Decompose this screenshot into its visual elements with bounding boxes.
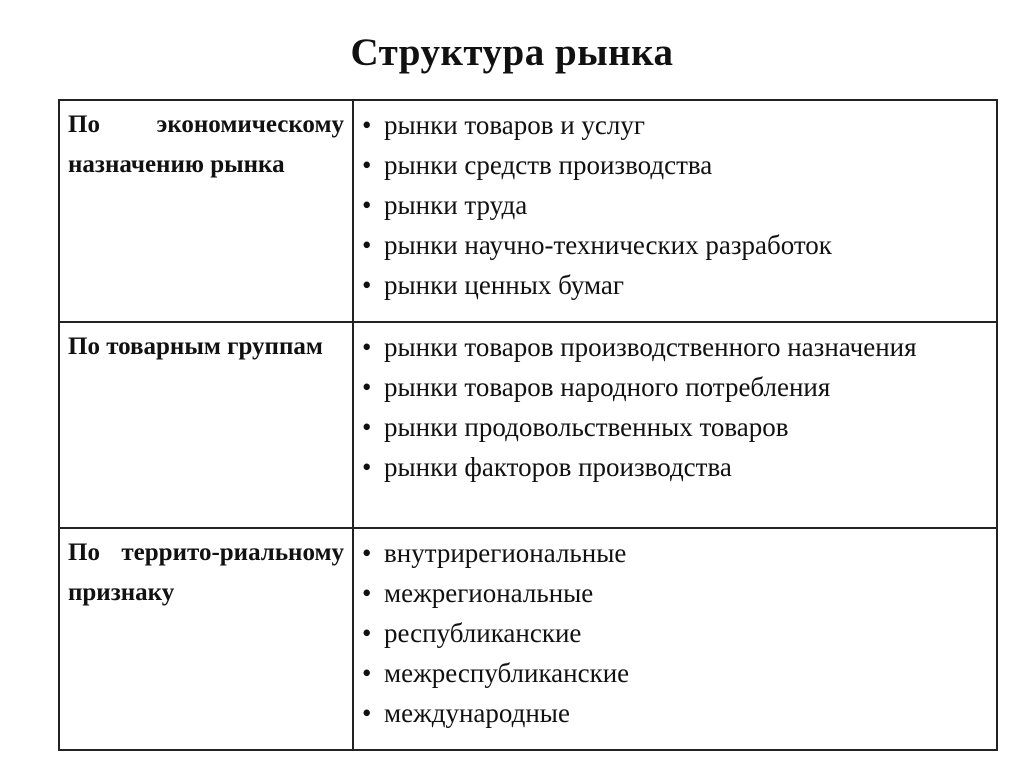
bullet-icon: • [362, 578, 372, 608]
list-item: • межрегиональные [362, 573, 988, 613]
list-item: • рынки научно-технических разработок [362, 225, 988, 265]
list-item: • рынки товаров производственного назначения [362, 327, 988, 367]
items-cell [353, 322, 997, 528]
bullet-icon: • [362, 270, 372, 300]
list-item: • рынки ценных бумаг [362, 265, 988, 305]
table-row [59, 322, 997, 528]
list-item: • межреспубликанские [362, 653, 988, 693]
table-row [59, 528, 997, 750]
category-cell: По товарным группам [59, 322, 353, 528]
list-item: • рынки труда [362, 185, 988, 225]
table-row [59, 100, 997, 322]
list-item: • рынки продовольственных товаров [362, 407, 988, 447]
market-structure-table [58, 99, 998, 751]
category-cell: По террито-риальному признаку [59, 528, 353, 750]
bullet-icon: • [362, 230, 372, 260]
list-item: • международные [362, 693, 988, 733]
bullet-icon: • [362, 332, 372, 362]
list-item: • внутрирегиональные [362, 533, 988, 573]
bullet-icon: • [362, 698, 372, 728]
list-item: • рынки товаров и услуг [362, 105, 988, 145]
items-cell [353, 528, 997, 750]
bullet-icon: • [362, 658, 372, 688]
page-title: Структура рынка [350, 31, 674, 74]
list-item: • рынки средств производства [362, 145, 988, 185]
items-cell [353, 100, 997, 322]
list-item: • рынки факторов производства [362, 447, 988, 487]
bullet-icon: • [362, 452, 372, 482]
bullet-icon: • [362, 190, 372, 220]
bullet-icon: • [362, 618, 372, 648]
list-item: • рынки товаров народного потребления [362, 367, 988, 407]
bullet-icon: • [362, 412, 372, 442]
list-item: • республиканские [362, 613, 988, 653]
bullet-icon: • [362, 372, 372, 402]
bullet-icon: • [362, 538, 372, 568]
bullet-icon: • [362, 110, 372, 140]
bullet-icon: • [362, 150, 372, 180]
category-cell: По экономическому назначению рынка [59, 100, 353, 322]
